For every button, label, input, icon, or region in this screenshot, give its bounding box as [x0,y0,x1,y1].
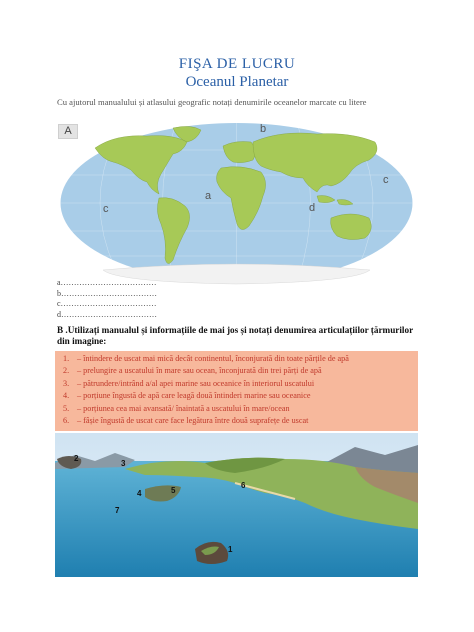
section-a-instruction: Cu ajutorul manualului și atlasului geografic notați denumirile oceanelor marcate cu litere [57,97,367,107]
image-number-2: 2 [74,454,79,463]
definition-item [63,390,418,402]
page-subtitle: Oceanul Planetar [185,74,289,90]
page-title: FIŞA DE LUCRU [178,56,296,72]
definition-number: 5. [63,403,70,413]
map-letter-c-west: c [103,203,109,215]
definition-item [63,403,418,415]
definitions-box [55,351,418,431]
answer-line-b[interactable]: b……………………………… [57,288,157,298]
answer-line-d[interactable]: d……………………………… [57,309,157,319]
definition-text: – fâșie îngustă de uscat care face legătura între două suprafețe de uscat [77,416,309,426]
map-badge: A [58,124,78,139]
definition-text: – prelungire a uscatului în mare sau ocean, înconjurată din trei părți de apă [77,366,322,376]
world-map [55,120,418,286]
image-number-3: 3 [121,459,126,468]
definition-text: – întindere de uscat mai mică decât continentul, înconjurată din toate părțile de apă [77,354,349,363]
image-number-6: 6 [241,481,246,490]
answer-lines [57,278,157,320]
answer-line-a[interactable]: a……………………………… [57,278,157,287]
image-number-1: 1 [228,545,233,554]
map-letter-a: a [205,190,212,202]
definition-number: 1. [63,354,70,363]
coastline-drawing [55,433,418,577]
map-letter-b: b [260,123,267,135]
image-number-4: 4 [137,489,142,498]
answer-line-c[interactable]: c……………………………… [57,299,157,309]
world-map-drawing [55,120,418,286]
definition-text: – porțiunea cea mai avansată/ înaintată a uscatului în mare/ocean [77,403,290,413]
map-letter-d: d [309,202,316,214]
definition-number: 6. [63,416,70,426]
coastline-illustration [55,433,418,577]
definition-item [63,353,418,365]
definition-number: 3. [63,378,70,388]
image-number-5: 5 [171,486,176,495]
definition-item [63,415,418,427]
section-b-instruction: B .Utilizați manualul și informațiile de mai jos și notați denumirea articulațiilor țărmurilor din imagine: [57,325,413,346]
definition-text: – pătrundere/intrând a/al apei marine sau oceanice în interiorul uscatului [77,378,315,388]
image-number-7: 7 [115,506,120,515]
definition-text: – porțiune îngustă de apă care leagă două întinderi marine sau oceanice [77,391,311,401]
map-letter-c-east: c [383,174,389,186]
definition-number: 2. [63,366,70,376]
definition-number: 4. [63,391,70,401]
definition-item [63,365,418,377]
definition-item [63,378,418,390]
